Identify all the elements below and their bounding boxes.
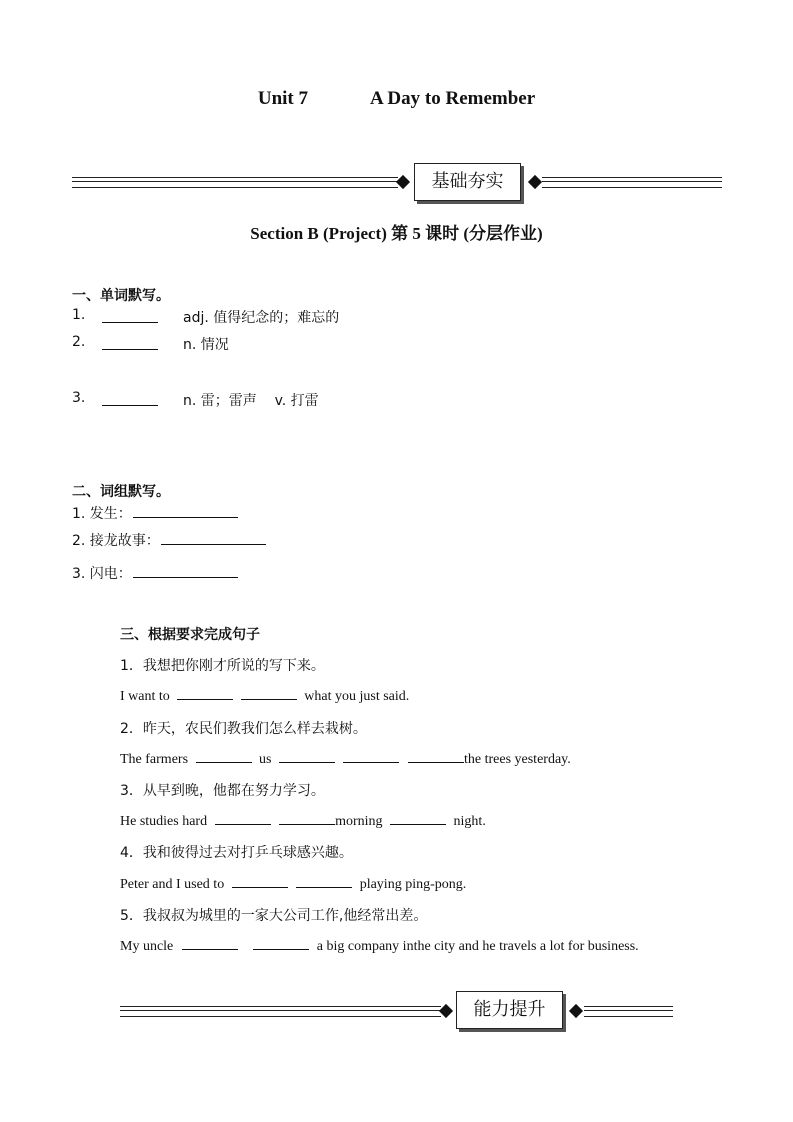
part1-heading: 一、单词默写。 [72, 288, 170, 304]
part3-item-3-en [120, 811, 486, 830]
sentence-text: morning [335, 814, 383, 829]
sentence-text: playing ping-pong. [359, 877, 467, 892]
part1-item-2-def: n. 情况 [183, 337, 229, 353]
part2-item-1-label: 1. 发生： [72, 506, 132, 522]
part2-item-3-blank[interactable] [133, 563, 238, 578]
banner-top-left-line [72, 177, 398, 188]
item-number: 3. [72, 390, 86, 406]
answer-blank[interactable] [279, 811, 335, 825]
part1-item-1 [72, 307, 85, 323]
banner-top-left-diamond [396, 175, 410, 189]
sentence-text: My uncle [120, 939, 174, 954]
answer-blank[interactable] [296, 874, 352, 888]
sentence-text: night. [453, 814, 486, 829]
banner-bottom-left-line [120, 1006, 441, 1017]
part2-item-1-blank[interactable] [133, 503, 238, 518]
part3-item-4-cn: 4．我和彼得过去对打乒乓球感兴趣。 [120, 845, 353, 861]
part1-item-2 [72, 334, 85, 350]
unit-title [0, 88, 793, 110]
sentence-text: The farmers [120, 752, 189, 767]
part2-item-2-blank[interactable] [161, 530, 266, 545]
sentence-text: the trees yesterday. [463, 752, 571, 767]
part3-item-1-cn: 1．我想把你刚才所说的写下来。 [120, 658, 325, 674]
part3-item-2-cn: 2．昨天，农民们教我们怎么样去栽树。 [120, 721, 367, 737]
part3-item-1-en [120, 686, 409, 705]
part2-item-2-label: 2. 接龙故事： [72, 533, 160, 549]
banner-bottom-label: 能力提升 [456, 991, 563, 1029]
answer-blank[interactable] [215, 811, 271, 825]
sentence-text: Peter and I used to [120, 877, 225, 892]
sentence-text: what you just said. [304, 689, 410, 704]
sentence-text: us [259, 752, 272, 767]
answer-blank[interactable] [279, 749, 335, 763]
sentence-text: He studies hard [120, 814, 208, 829]
banner-top-label: 基础夯实 [414, 163, 521, 201]
part1-item-3 [72, 390, 85, 406]
part1-item-3-def: n. 雷；雷声 v. 打雷 [183, 393, 319, 409]
banner-bottom-left-diamond [439, 1004, 453, 1018]
banner-top-right-line [542, 177, 722, 188]
item-number: 1. [72, 307, 86, 323]
part1-item-1-blank[interactable] [102, 308, 158, 323]
banner-top-right-diamond [528, 175, 542, 189]
answer-blank[interactable] [182, 936, 238, 950]
unit-number: Unit 7 [257, 88, 308, 109]
section-title: Section B (Project) 第 5 课时 (分层作业) [250, 224, 543, 243]
answer-blank[interactable] [343, 749, 399, 763]
answer-blank[interactable] [241, 686, 297, 700]
answer-blank[interactable] [408, 749, 464, 763]
part1-item-2-blank[interactable] [102, 335, 158, 350]
banner-bottom-right-diamond [569, 1004, 583, 1018]
banner-bottom-right-line [584, 1006, 673, 1017]
answer-blank[interactable] [232, 874, 288, 888]
answer-blank[interactable] [390, 811, 446, 825]
answer-blank[interactable] [177, 686, 233, 700]
answer-blank[interactable] [196, 749, 252, 763]
part3-item-2-en [120, 749, 571, 768]
sentence-text: I want to [120, 689, 170, 704]
part3-heading: 三、根据要求完成句子 [120, 627, 260, 643]
item-number: 2. [72, 334, 86, 350]
part3-item-5-cn: 5．我叔叔为城里的一家大公司工作,他经常出差。 [120, 908, 428, 924]
unit-name: A Day to Remember [370, 88, 536, 109]
part3-item-4-en [120, 874, 466, 893]
sentence-text: a big company inthe city and he travels a lot for business. [316, 939, 639, 954]
part1-item-1-def: adj. 值得纪念的；难忘的 [183, 310, 340, 326]
part3-item-3-cn: 3．从早到晚，他都在努力学习。 [120, 783, 325, 799]
part2-item-3-label: 3. 闪电： [72, 566, 132, 582]
part2-heading: 二、词组默写。 [72, 484, 170, 500]
answer-blank[interactable] [253, 936, 309, 950]
part1-item-3-blank[interactable] [102, 391, 158, 406]
part3-item-5-en [120, 936, 639, 955]
